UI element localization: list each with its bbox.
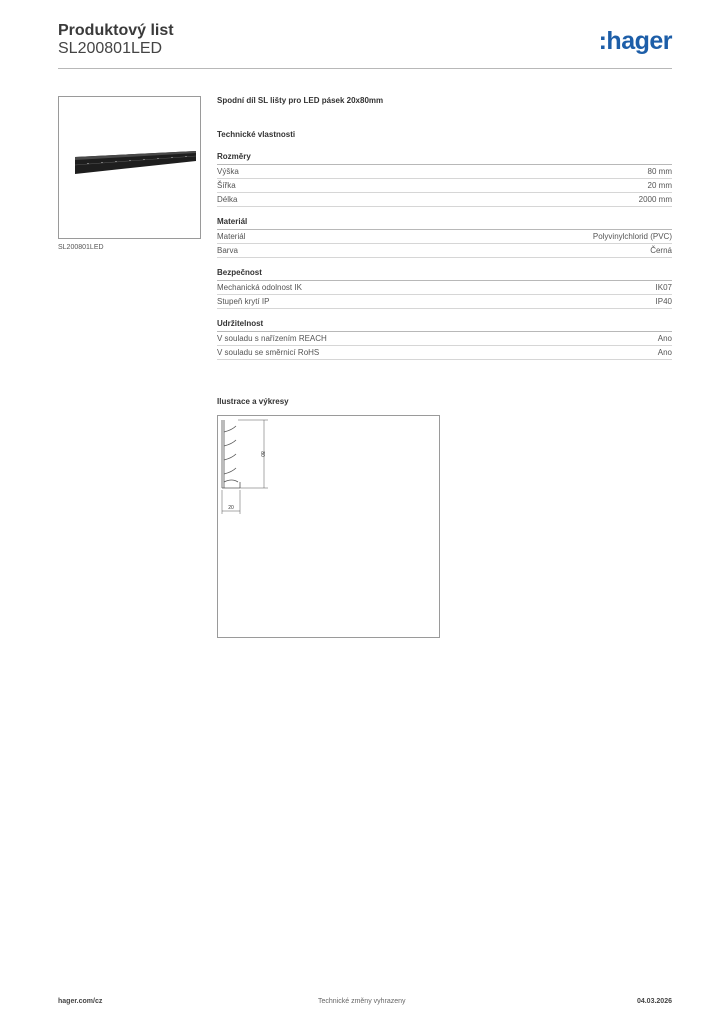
spec-row: [217, 165, 672, 179]
spec-row: [217, 193, 672, 207]
section-title: Materiál: [217, 217, 672, 230]
spec-value: IP40: [655, 297, 672, 306]
spec-row: [217, 281, 672, 295]
section-title: Udržitelnost: [217, 319, 672, 332]
spec-label: Výška: [217, 167, 239, 176]
width-dimension-label: 20: [228, 505, 234, 511]
spec-value: IK07: [655, 283, 672, 292]
product-name: Spodní díl SL lišty pro LED pásek 20x80mm: [217, 96, 384, 105]
product-image: [58, 96, 201, 239]
section-safety: [217, 268, 672, 309]
section-dimensions: [217, 152, 672, 207]
spec-label: Materiál: [217, 232, 246, 241]
spec-row: [217, 346, 672, 360]
spec-row: [217, 244, 672, 258]
spec-row: [217, 295, 672, 309]
spec-value: 20 mm: [647, 181, 672, 190]
spec-value: Ano: [657, 334, 672, 343]
spec-row: [217, 230, 672, 244]
height-dimension-label: 80: [259, 451, 265, 457]
section-title: Bezpečnost: [217, 268, 672, 281]
section-sustainability: [217, 319, 672, 360]
spec-label: Mechanická odolnost IK: [217, 283, 302, 292]
spec-row: [217, 179, 672, 193]
footer-disclaimer: Technické změny vyhrazeny: [318, 998, 406, 1005]
led-profile-image: [59, 97, 200, 238]
illustrations-heading: Ilustrace a výkresy: [217, 397, 289, 406]
footer-website-link[interactable]: hager.com/cz: [58, 998, 103, 1005]
section-title: Rozměry: [217, 152, 672, 165]
spec-label: V souladu s nařízením REACH: [217, 334, 327, 343]
footer-date: 04.03.2026: [636, 998, 672, 1005]
spec-label: Barva: [217, 246, 238, 255]
image-caption: SL200801LED: [58, 244, 104, 251]
tech-heading: Technické vlastnosti: [217, 130, 296, 139]
header-divider: [58, 68, 672, 69]
spec-value: Ano: [657, 348, 672, 357]
profile-section-drawing: [218, 416, 439, 637]
spec-value: Černá: [650, 246, 672, 255]
spec-label: V souladu se směrnicí RoHS: [217, 348, 320, 357]
technical-drawing: [217, 415, 440, 638]
spec-value: 2000 mm: [638, 195, 672, 204]
spec-label: Šířka: [217, 181, 236, 190]
spec-row: [217, 332, 672, 346]
specs-column: [217, 96, 672, 360]
spec-value: 80 mm: [647, 167, 672, 176]
hager-logo[interactable]: :hager: [598, 27, 672, 55]
spec-label: Délka: [217, 195, 238, 204]
page-title: Produktový list: [58, 22, 174, 39]
product-code: SL200801LED: [58, 40, 163, 57]
spec-label: Stupeň krytí IP: [217, 297, 270, 306]
spec-value: Polyvinylchlorid (PVC): [592, 232, 672, 241]
section-material: [217, 217, 672, 258]
